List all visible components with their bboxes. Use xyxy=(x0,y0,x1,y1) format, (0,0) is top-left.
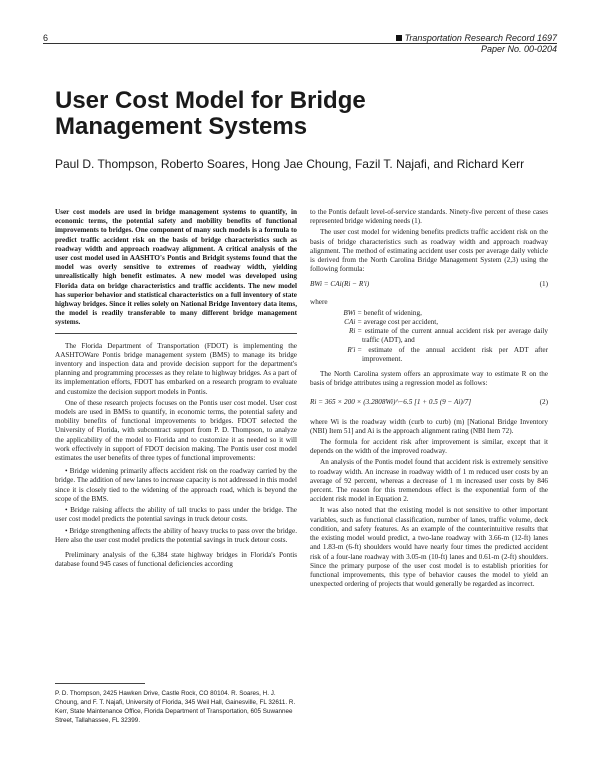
equation-1-number: (1) xyxy=(539,280,548,289)
running-header xyxy=(43,33,557,57)
definition-item xyxy=(334,318,548,327)
definition-symbol: R′i = xyxy=(347,345,362,354)
definition-text: benefit of widening, xyxy=(363,308,422,317)
footnote-rule xyxy=(55,683,145,684)
definition-item xyxy=(334,327,548,345)
paper-title: User Cost Model for Bridge Management Systems xyxy=(55,87,366,140)
journal-info xyxy=(396,33,557,55)
bullet-item: • Bridge widening primarily affects accident risk on the roadway carried by the bridge. The addition of new lanes to increase capacity is not addressed in this model since it is closely tied to the widening of the approach road, which is beyond the scope of the BMS. xyxy=(55,467,297,503)
body-paragraph: An analysis of the Pontis model found that accident risk is extremely sensitive to roadway width. An increase in roadway width of 1 m reduced user costs by an average of 92 percent, whereas a decrease of 1 m increased user costs by 846 percent. The reason for this tremendous effect is the exponential form of the accident risk model in Equation 2. xyxy=(310,458,548,504)
definition-text: estimate of the current annual accident risk per average daily traffic (ADT), and xyxy=(362,327,549,345)
body-paragraph: It was also noted that the existing model is not sensitive to other important variables, such as functional classification, number of lanes, traffic volume, deck condition, and safety features. As an example of the counterintuitive results that the existing model would predict, a two-lane roadway with 3.66-m (12-ft) lanes and 1.83-m (6-ft) shoulders would have nearly four times the predicted accident risk of a four-lane roadway with 3.05-m (10-ft) lanes and 0.61-m (2-ft) shoulders. Since the primary purpose of the user cost model is to establish priorities for functional improvements, this type of behavior causes the model to yield an unexpected ordering of projects that would generally be regarded as incorrect. xyxy=(310,506,548,589)
body-paragraph: The formula for accident risk after improvement is similar, except that it depends on the width of the improved roadway. xyxy=(310,438,548,456)
definition-text: average cost per accident, xyxy=(363,318,439,327)
author-list: Paul D. Thompson, Roberto Soares, Hong Jae Choung, Fazil T. Najafi, and Richard Kerr xyxy=(55,157,525,171)
equation-2-number: (2) xyxy=(539,398,548,407)
equation-1-body: BWi = CAi(Ri − R′i) xyxy=(310,280,370,289)
equation-2 xyxy=(310,398,548,407)
paper-number: Paper No. 00-0204 xyxy=(480,44,557,54)
definition-item xyxy=(334,309,548,318)
body-paragraph: One of these research projects focuses on the Pontis user cost model. User cost models are used in BMSs to quantify, in economic terms, the potential safety and mobility benefits of functional improvements to bridges. FDOT selected the University of Florida, with subcontract support from P. D. Thompson, to analyze the applicability of the model to Florida and to customize it as needed so it will work effectively in support of FDOT decision making. The Pontis user cost model estimates the user benefits of three types of functional improvements: xyxy=(55,398,297,463)
bullet-item: • Bridge raising affects the ability of tall trucks to pass under the bridge. The user cost model predicts the potential savings in truck detour costs. xyxy=(55,506,297,524)
equation-1 xyxy=(310,280,548,289)
definition-symbol: CAi = xyxy=(344,318,362,327)
definition-text: estimate of the annual accident risk per ADT after improvement. xyxy=(362,345,548,363)
definition-symbol: BWi = xyxy=(343,308,362,317)
right-column xyxy=(310,208,548,591)
variable-definitions xyxy=(334,309,548,364)
equation-2-body: Ri = 365 × 200 × (3.2808Wi)^−6.5 [1 + 0.5 (9 − Ai)/7] xyxy=(310,398,472,407)
body-paragraph: The Florida Department of Transportation (FDOT) is implementing the AASHTOWare Pontis bridge management system (BMS) to manage its bridge inventory and inspection data and provide decision support for the department's planning and programming processes as they relate to highway bridges. As a part of its implementation efforts, FDOT has embarked on a research program to evaluate and customize the decision support models in Pontis. xyxy=(55,341,297,396)
where-label: where xyxy=(310,297,328,306)
abstract-rule xyxy=(55,333,297,334)
body-paragraph: The North Carolina system offers an approximate way to estimate R on the basis of bridge attributes using a regression model as follows: xyxy=(310,370,548,388)
body-paragraph: where Wi is the roadway width (curb to curb) (m) [National Bridge Inventory (NBI) Item 51] and Ai is the approach alignment rating (NBI Item 72). xyxy=(310,417,548,435)
body-paragraph: Preliminary analysis of the 6,384 state highway bridges in Florida's Pontis database found 945 cases of functional deficiencies according xyxy=(55,550,297,569)
page-number: 6 xyxy=(43,33,49,43)
header-rule xyxy=(43,43,557,44)
square-bullet-icon xyxy=(396,35,402,41)
definition-item xyxy=(334,346,548,364)
bullet-item: • Bridge strengthening affects the ability of heavy trucks to pass over the bridge. Here also the user cost model predicts the potential savings in truck detour costs. xyxy=(55,526,297,544)
body-paragraph: The user cost model for widening benefits predicts traffic accident risk on the basis of bridge characteristics such as roadway width and approach roadway alignment. The method of estimating accident user costs per average daily vehicle is derived from the North Carolina Bridge Management System (2,3) using the following formula: xyxy=(310,228,548,274)
author-affiliations: P. D. Thompson, 2425 Hawken Drive, Castle Rock, CO 80104. R. Soares, H. J. Choung, and F. T. Najafi, University of Florida, 345 Weil Hall, Gainesville, FL 32611. R. Kerr, State Maintenance Office, Florida Department of Transportation, 605 Suwannee Street, Tallahassee, FL 32399. xyxy=(55,690,296,724)
left-column xyxy=(55,208,297,571)
definition-symbol: Ri = xyxy=(348,327,362,336)
body-paragraph: to the Pontis default level-of-service standards. Ninety-five percent of these cases represented bridge widening needs (1). xyxy=(310,208,548,226)
journal-name: Transportation Research Record 1697 xyxy=(404,33,557,43)
abstract: User cost models are used in bridge management systems to quantify, in economic terms, the potential safety and mobility benefits of functional improvements to bridges. One component of many such models is a formula to predict traffic accident risk on the basis of bridge characteristics such as roadway width and approach roadway alignment. A critical analysis of the user cost model used in AASHTO's Pontis and Bridgit systems found that the model was overly sensitive to extremes of roadway width, yielding unrealistically high benefit estimates. A new model was developed using Florida data on bridge characteristics and traffic accidents. The new model has superior behavior and statistical characteristics on a full inventory of state highway bridges. Since it relies solely on National Bridge Inventory data items, the model is readily transferable to many different bridge management systems. xyxy=(55,208,297,327)
